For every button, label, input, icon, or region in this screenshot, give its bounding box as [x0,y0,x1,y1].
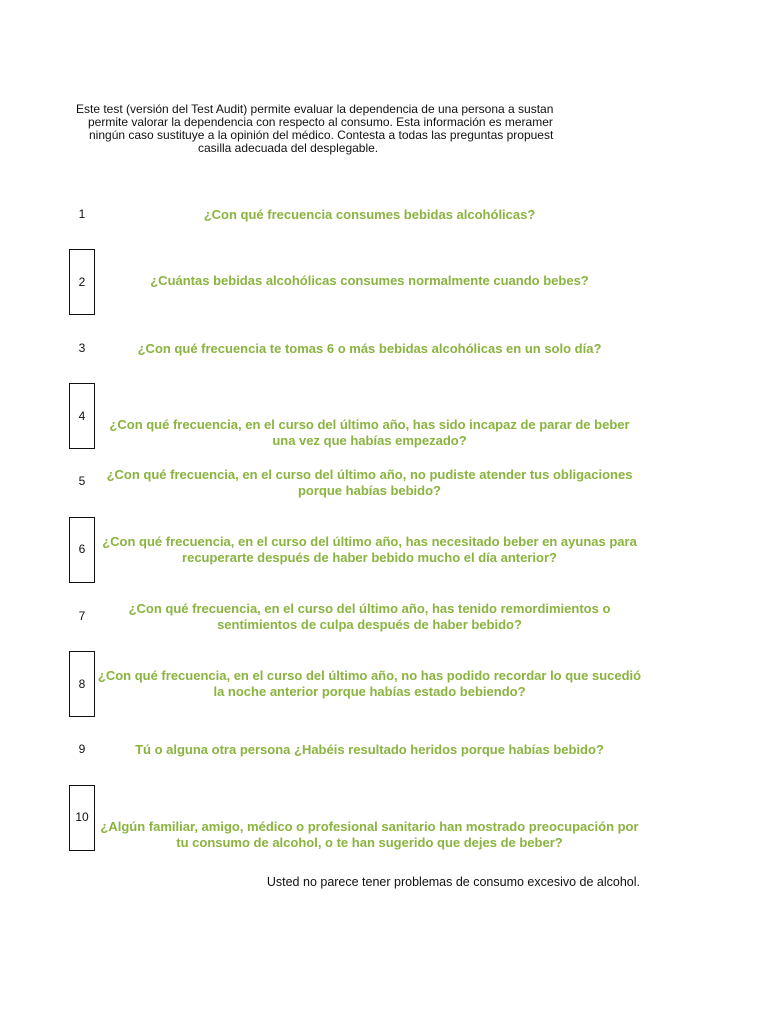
question-row [69,651,669,717]
intro-paragraph [68,103,660,155]
question-number-cell [69,316,95,382]
question-text: ¿Con qué frecuencia consumes bebidas alcohólicas? [203,207,536,222]
question-number: 6 [78,542,86,556]
question-text: ¿Con qué frecuencia, en el curso del último año, has necesitado beber en ayunas para recuperarte después de haber bebido mucho el día anterior? [102,534,637,565]
question-row [69,517,669,583]
question-number: 10 [75,810,89,824]
question-number: 5 [78,474,86,488]
question-number: 9 [78,742,86,756]
question-text: ¿Algún familiar, amigo, médico o profesional sanitario han mostrado preocupación por tu consumo de alcohol, o te han sugerido que dejes de beber? [100,819,639,850]
question-row [69,249,669,315]
answer-dropdown-box[interactable] [69,785,95,851]
question-number-cell [69,450,95,516]
question-text: ¿Con qué frecuencia te tomas 6 o más bebidas alcohólicas en un solo día? [137,341,602,356]
question-number: 7 [78,609,86,623]
answer-dropdown-box[interactable] [69,517,95,583]
result-message: Usted no parece tener problemas de consumo excesivo de alcohol. [266,875,640,889]
question-number: 8 [78,677,86,691]
question-row [69,383,669,449]
question-text: ¿Con qué frecuencia, en el curso del último año, has sido incapaz de parar de beber una vez que habías empezado? [109,417,630,448]
question-number-cell [69,718,95,784]
question-number: 2 [78,275,86,289]
answer-dropdown-box[interactable] [69,249,95,315]
intro-line: permite valorar la dependencia con respecto al consumo. Esta información es meramer [88,115,553,129]
question-text: ¿Con qué frecuencia, en el curso del último año, has tenido remordimientos o sentimientos de culpa después de haber bebido? [128,601,611,632]
question-number-cell [69,182,95,248]
question-number: 3 [78,341,86,355]
question-row [69,450,669,516]
question-text: Tú o alguna otra persona ¿Habéis resultado heridos porque habías bebido? [135,742,604,757]
question-text: ¿Con qué frecuencia, en el curso del último año, no pudiste atender tus obligaciones porque habías bebido? [106,467,633,498]
question-row [69,718,669,784]
question-row [69,584,669,650]
question-number: 1 [78,207,86,221]
answer-dropdown-box[interactable] [69,383,95,449]
question-number-cell [69,584,95,650]
question-row [69,785,669,851]
intro-line: Este test (versión del Test Audit) permite evaluar la dependencia de una persona a sustan [76,103,554,116]
question-text: ¿Cuántas bebidas alcohólicas consumes normalmente cuando bebes? [150,273,589,288]
question-number: 4 [78,409,86,423]
answer-dropdown-box[interactable] [69,651,95,717]
question-text: ¿Con qué frecuencia, en el curso del último año, no has podido recordar lo que sucedió la noche anterior porque habías estado bebiendo? [97,668,642,699]
question-row [69,316,669,382]
intro-line: casilla adecuada del desplegable. [198,141,379,155]
question-row [69,182,669,248]
intro-line: ningún caso sustituye a la opinión del médico. Contesta a todas las preguntas propuest [89,128,554,142]
